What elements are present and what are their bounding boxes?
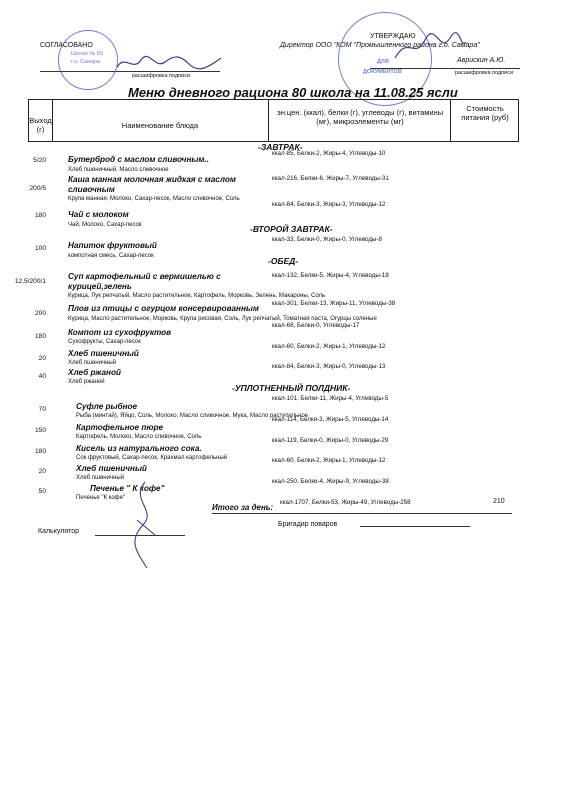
chef-label: Бригадир поваров: [278, 521, 338, 528]
section-snack: -УПЛОТНЕННЫЙ ПОЛДНИК-: [232, 383, 351, 393]
dish-nutrients: ккал-119, Белки-0, Жиры-0, Углеводы-29: [272, 437, 389, 444]
out-value: 200: [34, 310, 46, 317]
dish-nutrients: ккал-33, Белки-0, Жиры-0, Углеводы-8: [272, 236, 382, 243]
page-title: Меню дневного рациона 80 школа на 11.08.25 ясли: [128, 85, 458, 100]
calculator-label: Калькулятор: [38, 528, 79, 535]
right-stamp: ДЛЯ ДОКУМЕНТОВ: [338, 12, 432, 106]
dish-nutrients: ккал-301, Белки-13, Жиры-11, Углеводы-38: [272, 300, 396, 307]
dish-ingredients: Чай, Молоко, Сахар-песок: [68, 222, 142, 228]
director-line: Директор ООО "КОМ "Промышленного района г.о. Самара": [280, 42, 480, 49]
dish-ingredients: Крупа манная, Молоко, Сахар-песок, Масло сливочное, Соль: [68, 196, 240, 202]
dish-name: Кисель из натурального сока.: [76, 444, 202, 453]
out-value: 100: [34, 245, 46, 252]
dish-ingredients: Сок фруктовый, Сахар-песок, Крахмал картофельный: [76, 455, 228, 461]
confirm-label: УТВЕРЖДАЮ: [370, 33, 416, 40]
dish-name: Плов из птицы с огурцом консервированным: [68, 304, 259, 313]
right-sign-name: Аврискин А.Ю.: [457, 57, 506, 64]
dish-nutrients: ккал-84, Белки-3, Жиры-0, Углеводы-13: [272, 363, 386, 370]
col-nutrients: эн.цен. (ккал), белки (г), углеводы (г), витамины (мг), микроэлементы (мг): [276, 108, 444, 126]
left-sign-caption: расшифровка подписи: [132, 73, 191, 79]
right-sign-caption: расшифровка подписи: [455, 70, 514, 76]
dish-nutrients: ккал-132, Белки-5, Жиры-4, Углеводы-18: [272, 272, 389, 279]
totals-cost: 210: [493, 498, 505, 505]
approved-label: СОГЛАСОВАНО: [40, 42, 93, 49]
dish-name: Суфле рыбное: [76, 402, 138, 411]
dish-ingredients: компотная смесь, Сахар-песок: [68, 253, 154, 259]
totals-nutrients: ккал-1707, Белки-53, Жиры-49, Углеводы-258: [280, 499, 411, 506]
left-signature: [115, 52, 225, 74]
dish-name: Бутерброд с маслом сливочным..: [68, 155, 209, 164]
dish-name: Напиток фруктовый: [68, 241, 157, 250]
dish-ingredients: Курица, Лук репчатый, Масло растительное, Картофель, Морковь, Зелень, Макароны, Соль: [68, 293, 326, 299]
col-cost: Стоимость питания (руб): [461, 104, 509, 122]
dish-nutrients: ккал-114, Белки-3, Жиры-5, Углеводы-14: [272, 416, 389, 423]
dish-ingredients: Картофель, Молоко, Масло сливочное, Соль: [76, 434, 202, 440]
section-lunch: -ОБЕД-: [268, 256, 299, 266]
out-value: 12,5/200/1: [14, 278, 46, 285]
out-value: 180: [34, 448, 46, 455]
dish-name: Каша манная молочная жидкая с маслом сливочным: [68, 175, 236, 194]
out-value: 70: [38, 406, 46, 413]
dish-name: Хлеб ржаной: [68, 368, 121, 377]
dish-nutrients: ккал-85, Белки-2, Жиры-4, Углеводы-10: [272, 150, 386, 157]
dish-name: Чай с молоком: [68, 210, 129, 219]
out-value: 200/5: [29, 185, 46, 192]
left-stamp: Школа № 80 г.о. Самара: [58, 30, 118, 90]
out-value: 20: [38, 355, 46, 362]
out-value: 180: [34, 212, 46, 219]
col-out: Выход (г): [29, 116, 52, 134]
dish-nutrients: ккал-60, Белки-2, Жиры-1, Углеводы-12: [272, 343, 386, 350]
right-signature: [390, 30, 470, 65]
dish-ingredients: Рыба (минтай), Яйцо, Соль, Молоко, Масло сливочное, Мука, Масло растительное: [76, 413, 309, 419]
dish-name: Хлеб пшеничный: [68, 349, 139, 358]
out-value: 20: [38, 468, 46, 475]
dish-nutrients: ккал-84, Белки-3, Жиры-3, Углеводы-12: [272, 201, 386, 208]
dish-name: Компот из сухофруктов: [68, 328, 172, 337]
out-value: 150: [34, 427, 46, 434]
section-breakfast: -ЗАВТРАК-: [258, 142, 303, 152]
totals-label: Итого за день:: [212, 503, 274, 512]
out-value: 50: [38, 488, 46, 495]
dish-nutrients: ккал-68, Белки-0, Углеводы-17: [272, 322, 360, 329]
dish-nutrients: ккал-250, Белки-4, Жиры-9, Углеводы-38: [272, 478, 389, 485]
dish-name: Хлеб пшеничный: [76, 464, 147, 473]
section-second-breakfast: -ВТОРОЙ ЗАВТРАК-: [250, 224, 333, 234]
col-name: Наименование блюда: [121, 121, 199, 130]
dish-ingredients: Сухофрукты, Сахар-песок: [68, 339, 141, 345]
dish-ingredients: Хлеб пшеничный, Масло сливочное: [68, 167, 169, 173]
dish-ingredients: Курица, Масло растительное, Морковь, Крупа рисовая, Соль, Лук репчатый, Томатная паста, Огурцы соленые: [68, 316, 377, 322]
dish-ingredients: Хлеб пшеничный: [76, 475, 125, 481]
dish-ingredients: Хлеб ржаной: [68, 379, 105, 385]
dish-name: Суп картофельный с вермишелью с курицей,зелень: [68, 272, 221, 291]
dish-ingredients: Печенье "К кофе": [76, 495, 126, 501]
dish-nutrients: ккал-216, Белки-6, Жиры-7, Углеводы-31: [272, 175, 389, 182]
dish-nutrients: ккал-60, Белки-2, Жиры-1, Углеводы-12: [272, 457, 386, 464]
out-value: 180: [34, 333, 46, 340]
calculator-signature: [125, 480, 165, 570]
out-value: 5/20: [33, 157, 46, 164]
dish-nutrients: ккал-101, Белки-11, Жиры-4, Углеводы-5: [272, 395, 389, 402]
dish-ingredients: Хлеб пшеничный: [68, 360, 117, 366]
out-value: 40: [38, 373, 46, 380]
dish-name: Печенье " К кофе": [90, 484, 165, 493]
dish-name: Картофельное пюре: [76, 423, 164, 432]
